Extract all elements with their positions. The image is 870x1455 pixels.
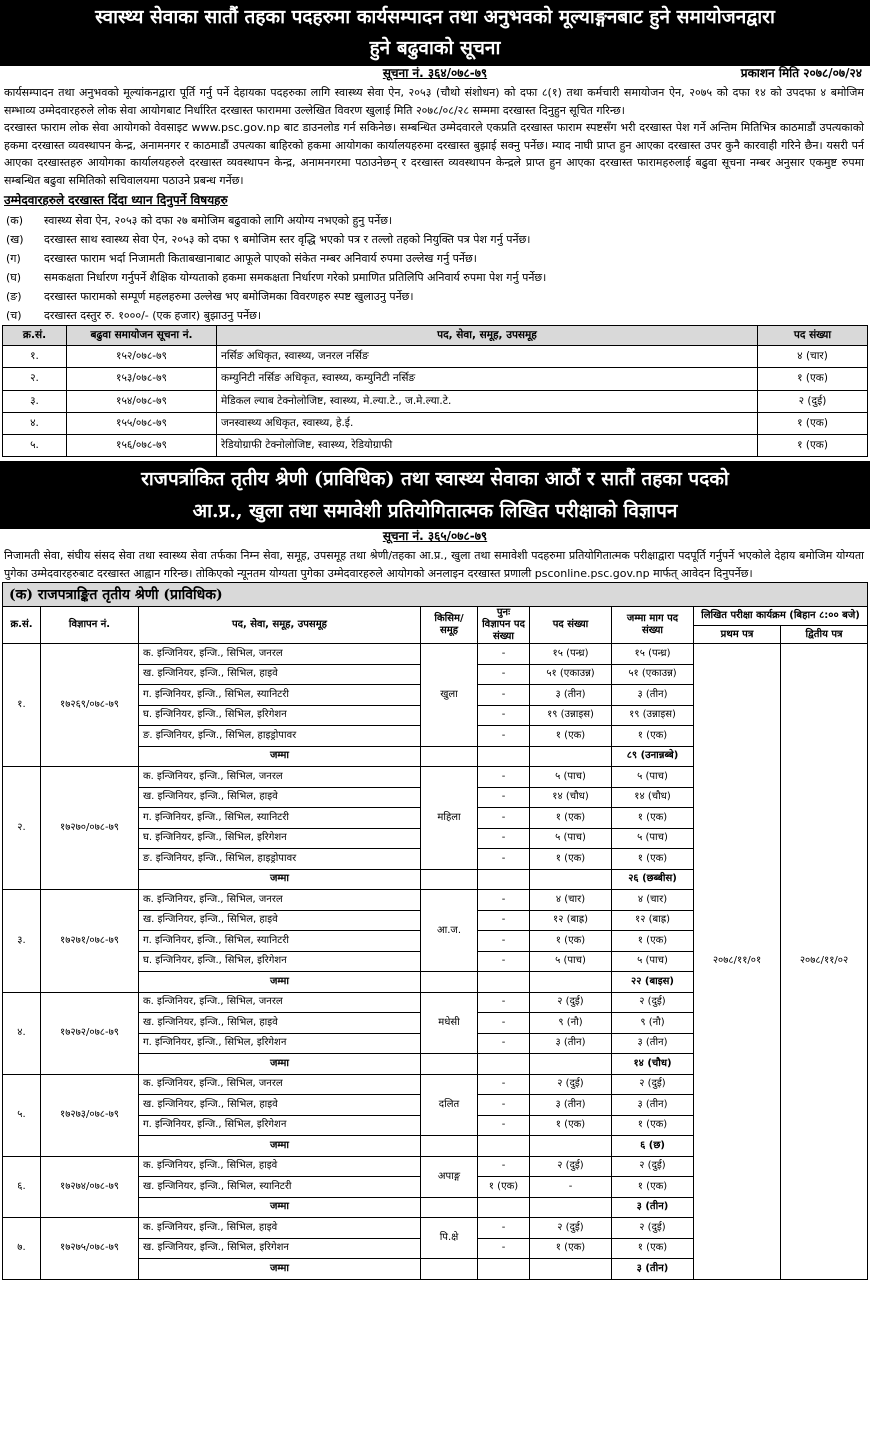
notice2-number: सूचना नं. ३६५/०७८-७९ (382, 529, 488, 544)
t1-cell: १५५/०७८-७९ (67, 412, 217, 434)
table-row (3, 644, 868, 665)
total-label: जम्मा (139, 746, 421, 767)
group-type: खुला (421, 644, 478, 747)
t1-header: क्र.सं. (3, 326, 67, 346)
re-cell: १ (एक) (478, 1177, 530, 1198)
count-cell: ५ (पाच) (530, 828, 612, 849)
t1-cell: १५२/०७८-७९ (67, 346, 217, 368)
t1-cell: १५६/०७८-७९ (67, 435, 217, 457)
group-sn: १. (3, 644, 41, 767)
total-blank (421, 1136, 478, 1157)
total-blank (421, 869, 478, 890)
t1-cell: रेडियोग्राफी टेक्नोलोजिष्ट, स्वास्थ्य, रेडियोग्राफी (217, 435, 758, 457)
total-cell: ५ (पाच) (612, 951, 694, 972)
t1-header: बढुवा समायोजन सूचना नं. (67, 326, 217, 346)
re-cell: - (478, 808, 530, 829)
item-text: स्वास्थ्य सेवा ऐन, २०५३ को दफा २७ बमोजिम बढुवाको लागि अयोग्य नभएको हुनु पर्नेछ। (44, 214, 393, 227)
re-cell: - (478, 1238, 530, 1259)
count-cell: ५१ (एकाउन्न) (530, 664, 612, 685)
post-cell: घ. इन्जिनियर, इन्जि., सिभिल, इरिगेशन (139, 951, 421, 972)
total-cell: १ (एक) (612, 808, 694, 829)
post-cell: क. इन्जिनियर, इन्जि., सिभिल, जनरल (139, 644, 421, 665)
count-cell: ९ (नौ) (530, 1013, 612, 1034)
group-total: ३ (तीन) (612, 1259, 694, 1280)
t1-header: पद संख्या (758, 326, 868, 346)
total-blank (478, 972, 530, 993)
count-cell: २ (दुई) (530, 992, 612, 1013)
count-cell: १२ (बाह्र) (530, 910, 612, 931)
group-type: महिला (421, 767, 478, 870)
notice2-title-line1: राजपत्रांकित तृतीय श्रेणी (प्राविधिक) तथा स्वास्थ्य सेवाका आठौं र सातौं तहका पदको (141, 468, 729, 491)
notice1-para2: दरखास्त फाराम लोक सेवा आयोगको वेवसाइट www.psc.gov.np बाट डाउनलोड गर्न सकिनेछ। सम्बन्धित उम्मेदवारले एकप्रति दरखास्त फाराम स्पष्टसँग भरी दरखास्त पेश गर्ने अन्तिम मितिभित्र काठमाडौं उपत्यकाको हकमा दरखास्त व्यवस्थापन केन्द्र, अनामनगर र काठमाडौं उपत्यका बाहिरको हकमा आयोगका कार्यालयहरुमा दरखास्त बुझाई सक्नु पर्नेछ। म्याद नाघी प्राप्त हुन आएका दरखास्त उपर कुनै कारवाही गरिने छैन। यसरी पर्न आएका दरखास्तहरु आयोगका कार्यालयहरुले दरखास्त व्यवस्थापन केन्द्र, अनामनगरमा पठाउनेछन् र दरखास्त व्यवस्थापन केन्द्रले प्राप्त हुन आएका दरखास्त फारामहरुलाई बढुवा सूचना नम्बर अनुसार एकमुष्ट रुपमा सम्बन्धित बढुवा समितिको सचिवालयमा पठाउने प्रबन्ध गर्नेछ। (4, 121, 864, 187)
notice1-items-list (0, 211, 870, 325)
total-blank (478, 1259, 530, 1280)
group-total: ३ (तीन) (612, 1197, 694, 1218)
post-cell: क. इन्जिनियर, इन्जि., सिभिल, जनरल (139, 890, 421, 911)
item-text: दरखास्त दस्तुर रु. १०००/- (एक हजार) बुझाउनु पर्नेछ। (44, 309, 262, 322)
re-cell: - (478, 705, 530, 726)
total-label: जम्मा (139, 1197, 421, 1218)
total-cell: १ (एक) (612, 849, 694, 870)
notice1-title-line1: स्वास्थ्य सेवाका सातौं तहका पदहरुमा कार्यसम्पादन तथा अनुभवको मूल्याङ्गनबाट हुने समायोजनद्वारा (95, 6, 775, 28)
t1-cell: ४. (3, 412, 67, 434)
group-adv: १७२६९/०७८-७९ (41, 644, 139, 767)
th-adv: विज्ञापन नं. (41, 607, 139, 644)
group-sn: २. (3, 767, 41, 890)
t1-cell: १ (एक) (758, 412, 868, 434)
t1-cell: जनस्वास्थ्य अधिकृत, स्वास्थ्य, हे.ई. (217, 412, 758, 434)
total-blank (530, 746, 612, 767)
total-label: जम्मा (139, 1259, 421, 1280)
th-p2: द्वितीय पत्र (781, 625, 868, 644)
item-text: दरखास्त साथ स्वास्थ्य सेवा ऐन, २०५३ को दफा ९ बमोजिम स्तर वृद्धि भएको पत्र र तल्लो तहको नियुक्ति पत्र पेश गर्नु पर्नेछ। (44, 233, 531, 246)
notice1-item (0, 268, 870, 287)
th-p1: प्रथम पत्र (694, 625, 781, 644)
group-total: ६ (छ) (612, 1136, 694, 1157)
group-total: ८९ (उनान्नब्बे) (612, 746, 694, 767)
total-cell: १९ (उन्नाइस) (612, 705, 694, 726)
total-blank (478, 1136, 530, 1157)
re-cell: - (478, 685, 530, 706)
total-cell: २ (दुई) (612, 992, 694, 1013)
notice1-pub-date: प्रकाशन मिति २०७८/०७/२४ (740, 66, 862, 80)
t1-cell: २. (3, 368, 67, 390)
notice1-table (2, 325, 868, 457)
count-cell: २ (दुई) (530, 1218, 612, 1239)
post-cell: क. इन्जिनियर, इन्जि., सिभिल, जनरल (139, 992, 421, 1013)
t1-cell: १ (एक) (758, 435, 868, 457)
th-total: जम्मा माग पद संख्या (612, 607, 694, 644)
post-cell: ङ. इन्जिनियर, इन्जि., सिभिल, हाइड्रोपावर (139, 726, 421, 747)
re-cell: - (478, 1033, 530, 1054)
post-cell: ख. इन्जिनियर, इन्जि., सिभिल, हाइवे (139, 787, 421, 808)
total-blank (421, 1197, 478, 1218)
t1-cell: ३. (3, 390, 67, 412)
item-key: (घ) (6, 271, 22, 284)
item-key: (ङ) (6, 290, 22, 303)
group-total: २२ (बाइस) (612, 972, 694, 993)
notice1-number-row (0, 66, 870, 84)
re-cell: - (478, 726, 530, 747)
t1-cell: नर्सिङ अधिकृत, स्वास्थ्य, जनरल नर्सिङ (217, 346, 758, 368)
count-cell: १ (एक) (530, 1238, 612, 1259)
group-heading: (क) राजपत्राङ्कित तृतीय श्रेणी (प्राविधिक) (2, 582, 868, 606)
th-exam: लिखित परीक्षा कार्यक्रम (बिहान ८:०० बजे) (694, 607, 868, 626)
total-blank (478, 1197, 530, 1218)
total-label: जम्मा (139, 1136, 421, 1157)
post-cell: ख. इन्जिनियर, इन्जि., सिभिल, हाइवे (139, 664, 421, 685)
group-sn: ५. (3, 1074, 41, 1156)
group-type: आ.ज. (421, 890, 478, 972)
total-cell: १ (एक) (612, 1115, 694, 1136)
t1-header: पद, सेवा, समूह, उपसमूह (217, 326, 758, 346)
count-cell: १४ (चौध) (530, 787, 612, 808)
group-adv: १७२७१/०७८-७९ (41, 890, 139, 993)
notice1-item (0, 211, 870, 230)
total-cell: १२ (बाह्र) (612, 910, 694, 931)
notice1-item (0, 287, 870, 306)
re-cell: - (478, 890, 530, 911)
post-cell: ख. इन्जिनियर, इन्जि., सिभिल, हाइवे (139, 910, 421, 931)
total-blank (421, 972, 478, 993)
t1-cell: ४ (चार) (758, 346, 868, 368)
notice1-title (0, 0, 870, 66)
total-blank (478, 746, 530, 767)
re-cell: - (478, 767, 530, 788)
total-cell: १ (एक) (612, 726, 694, 747)
post-cell: ख. इन्जिनियर, इन्जि., सिभिल, इरिगेशन (139, 1238, 421, 1259)
re-cell: - (478, 1218, 530, 1239)
post-cell: ङ. इन्जिनियर, इन्जि., सिभिल, हाइड्रोपावर (139, 849, 421, 870)
notice1-item (0, 306, 870, 325)
total-blank (421, 746, 478, 767)
th-re: पुनः विज्ञापन पद संख्या (478, 607, 530, 644)
re-cell: - (478, 644, 530, 665)
total-cell: ३ (तीन) (612, 685, 694, 706)
post-cell: ग. इन्जिनियर, इन्जि., सिभिल, स्यानिटरी (139, 931, 421, 952)
count-cell: ३ (तीन) (530, 685, 612, 706)
count-cell: ५ (पाच) (530, 951, 612, 972)
total-blank (530, 1259, 612, 1280)
group-sn: ३. (3, 890, 41, 993)
item-key: (ग) (6, 252, 21, 265)
post-cell: ख. इन्जिनियर, इन्जि., सिभिल, हाइवे (139, 1095, 421, 1116)
group-type: अपाङ्ग (421, 1156, 478, 1197)
item-key: (च) (6, 309, 22, 322)
t1-cell: १. (3, 346, 67, 368)
exam-p1: २०७८/११/०१ (694, 644, 781, 1280)
total-cell: १ (एक) (612, 1238, 694, 1259)
count-cell: १ (एक) (530, 726, 612, 747)
post-cell: घ. इन्जिनियर, इन्जि., सिभिल, इरिगेशन (139, 705, 421, 726)
re-cell: - (478, 849, 530, 870)
post-cell: ग. इन्जिनियर, इन्जि., सिभिल, स्यानिटरी (139, 808, 421, 829)
total-blank (421, 1054, 478, 1075)
table-row (3, 435, 868, 457)
group-adv: १७२७०/०७८-७९ (41, 767, 139, 890)
t1-cell: ५. (3, 435, 67, 457)
count-cell: ४ (चार) (530, 890, 612, 911)
group-total: १४ (चौध) (612, 1054, 694, 1075)
post-cell: ख. इन्जिनियर, इन्जि., सिभिल, स्यानिटरी (139, 1177, 421, 1198)
re-cell: - (478, 1013, 530, 1034)
item-key: (क) (6, 214, 24, 227)
re-cell: - (478, 787, 530, 808)
notice1-para1: कार्यसम्पादन तथा अनुभवको मूल्यांकनद्वारा पूर्ति गर्नु पर्ने देहायका पदहरुका लागि स्वास्थ्य सेवा ऐन, २०५३ (चौथो संशोधन) को दफा ८(१) तथा कर्मचारी समायोजन ऐन, २०७५ को दफा १४ को उपदफा ४ बमोजिम सम्भाव्य उम्मेदवारहरुले लोक सेवा आयोगबाट निर्धारित दरखास्त फाराममा उल्लेखित विवरण खुलाई मिति २०७८/०८/२८ सम्ममा दरखास्त दिनुहुन सूचित गरिन्छ। (4, 86, 864, 117)
t1-cell: कम्युनिटी नर्सिङ अधिकृत, स्वास्थ्य, कम्युनिटी नर्सिङ (217, 368, 758, 390)
count-cell: १५ (पन्ध्र) (530, 644, 612, 665)
total-cell: १४ (चौध) (612, 787, 694, 808)
total-cell: ४ (चार) (612, 890, 694, 911)
total-cell: ९ (नौ) (612, 1013, 694, 1034)
count-cell: १ (एक) (530, 931, 612, 952)
group-adv: १७२७३/०७८-७९ (41, 1074, 139, 1156)
count-cell: - (530, 1177, 612, 1198)
re-cell: - (478, 910, 530, 931)
total-blank (530, 1136, 612, 1157)
re-cell: - (478, 931, 530, 952)
notice1-title-line2: हुने बढुवाको सूचना (369, 37, 501, 59)
notice1-subheading: उम्मेदवारहरुले दरखास्त दिंदा ध्यान दिनुपर्ने विषयहरु (4, 193, 228, 207)
re-cell: - (478, 1095, 530, 1116)
count-cell: ३ (तीन) (530, 1095, 612, 1116)
th-type: किसिम/ समूह (421, 607, 478, 644)
t1-cell: १ (एक) (758, 368, 868, 390)
post-cell: ग. इन्जिनियर, इन्जि., सिभिल, इरिगेशन (139, 1115, 421, 1136)
total-cell: २ (दुई) (612, 1156, 694, 1177)
group-adv: १७२७४/०७८-७९ (41, 1156, 139, 1218)
total-cell: ५१ (एकाउन्न) (612, 664, 694, 685)
total-cell: ३ (तीन) (612, 1033, 694, 1054)
group-sn: ७. (3, 1218, 41, 1280)
notice2-title (0, 461, 870, 529)
count-cell: १ (एक) (530, 1115, 612, 1136)
total-cell: १५ (पन्ध्र) (612, 644, 694, 665)
count-cell: ३ (तीन) (530, 1033, 612, 1054)
total-cell: १ (एक) (612, 931, 694, 952)
re-cell: - (478, 1156, 530, 1177)
th-sn: क्र.सं. (3, 607, 41, 644)
exam-p2: २०७८/११/०२ (781, 644, 868, 1280)
group-type: दलित (421, 1074, 478, 1136)
total-cell: ५ (पाच) (612, 767, 694, 788)
total-label: जम्मा (139, 972, 421, 993)
total-blank (530, 1054, 612, 1075)
group-sn: ४. (3, 992, 41, 1074)
item-text: दरखास्त फारामको सम्पूर्ण महलहरुमा उल्लेख भए बमोजिमका विवरणहरु स्पष्ट खुलाउनु पर्नेछ। (44, 290, 414, 303)
group-sn: ६. (3, 1156, 41, 1218)
notice1-item (0, 230, 870, 249)
total-cell: २ (दुई) (612, 1218, 694, 1239)
notice2-number-row (0, 529, 870, 547)
total-cell: ५ (पाच) (612, 828, 694, 849)
notice1-item (0, 249, 870, 268)
notice2-title-line2: आ.प्र., खुला तथा समावेशी प्रतियोगितात्मक लिखित परीक्षाको विज्ञापन (192, 500, 678, 523)
notice2-table (2, 606, 868, 1280)
count-cell: १ (एक) (530, 849, 612, 870)
count-cell: २ (दुई) (530, 1074, 612, 1095)
total-blank (530, 972, 612, 993)
total-label: जम्मा (139, 1054, 421, 1075)
post-cell: क. इन्जिनियर, इन्जि., सिभिल, जनरल (139, 1074, 421, 1095)
item-text: दरखास्त फाराम भर्दा निजामती किताबखानाबाट आफूले पाएको संकेत नम्बर अनिवार्य रुपमा उल्लेख गर्नु पर्नेछ। (44, 252, 477, 265)
table-row (3, 368, 868, 390)
total-blank (478, 1054, 530, 1075)
t1-cell: २ (दुई) (758, 390, 868, 412)
total-blank (478, 869, 530, 890)
group-total: २६ (छब्बीस) (612, 869, 694, 890)
th-post: पद, सेवा, समूह, उपसमूह (139, 607, 421, 644)
count-cell: १ (एक) (530, 808, 612, 829)
re-cell: - (478, 828, 530, 849)
total-blank (530, 1197, 612, 1218)
count-cell: १९ (उन्नाइस) (530, 705, 612, 726)
post-cell: ग. इन्जिनियर, इन्जि., सिभिल, स्यानिटरी (139, 685, 421, 706)
total-cell: १ (एक) (612, 1177, 694, 1198)
t1-cell: मेडिकल ल्याब टेक्नोलोजिष्ट, स्वास्थ्य, मे.ल्या.टे., ज.मे.ल्या.टे. (217, 390, 758, 412)
item-text: समकक्षता निर्धारण गर्नुपर्ने शैक्षिक योग्यताको हकमा समकक्षता निर्धारण गरेको प्रमाणित प्रतिलिपि अनिवार्य रुपमा पेश गर्नु पर्नेछ। (44, 271, 547, 284)
th-count: पद संख्या (530, 607, 612, 644)
post-cell: क. इन्जिनियर, इन्जि., सिभिल, हाइवे (139, 1156, 421, 1177)
t1-cell: १५३/०७८-७९ (67, 368, 217, 390)
post-cell: घ. इन्जिनियर, इन्जि., सिभिल, इरिगेशन (139, 828, 421, 849)
total-blank (530, 869, 612, 890)
re-cell: - (478, 992, 530, 1013)
group-adv: १७२७५/०७८-७९ (41, 1218, 139, 1280)
post-cell: ग. इन्जिनियर, इन्जि., सिभिल, इरिगेशन (139, 1033, 421, 1054)
re-cell: - (478, 664, 530, 685)
total-cell: ३ (तीन) (612, 1095, 694, 1116)
table-row (3, 390, 868, 412)
total-cell: २ (दुई) (612, 1074, 694, 1095)
t1-cell: १५४/०७८-७९ (67, 390, 217, 412)
item-key: (ख) (6, 233, 24, 246)
re-cell: - (478, 1115, 530, 1136)
total-label: जम्मा (139, 869, 421, 890)
post-cell: ख. इन्जिनियर, इन्जि., सिभिल, हाइवे (139, 1013, 421, 1034)
re-cell: - (478, 1074, 530, 1095)
group-adv: १७२७२/०७८-७९ (41, 992, 139, 1074)
table-row (3, 412, 868, 434)
re-cell: - (478, 951, 530, 972)
count-cell: ५ (पाच) (530, 767, 612, 788)
total-blank (421, 1259, 478, 1280)
group-type: मधेसी (421, 992, 478, 1054)
count-cell: २ (दुई) (530, 1156, 612, 1177)
notice2-para: निजामती सेवा, संघीय संसद सेवा तथा स्वास्थ्य सेवा तर्फका निम्न सेवा, समूह, उपसमूह तथा श्रेणी/तहका आ.प्र., खुला तथा समावेशी पदहरुमा प्रतियोगितात्मक परीक्षाद्वारा पदपूर्ति गर्नुपर्ने भएकोले देहाय बमोजिम योग्यता पुगेका उम्मेदवारहरुबाट दरखास्त आह्वान गरिन्छ। तोकिएको न्यूनतम योग्यता पुगेका उम्मेदवारहरुले आयोगको अनलाइन दरखास्त प्रणाली psconline.psc.gov.np मार्फत् आवेदन दिनुपर्नेछ। (4, 549, 864, 580)
group-type: पि.क्षे (421, 1218, 478, 1259)
post-cell: क. इन्जिनियर, इन्जि., सिभिल, हाइवे (139, 1218, 421, 1239)
table-row (3, 346, 868, 368)
notice1-number: सूचना नं. ३६४/०७८-७९ (382, 66, 488, 80)
post-cell: क. इन्जिनियर, इन्जि., सिभिल, जनरल (139, 767, 421, 788)
